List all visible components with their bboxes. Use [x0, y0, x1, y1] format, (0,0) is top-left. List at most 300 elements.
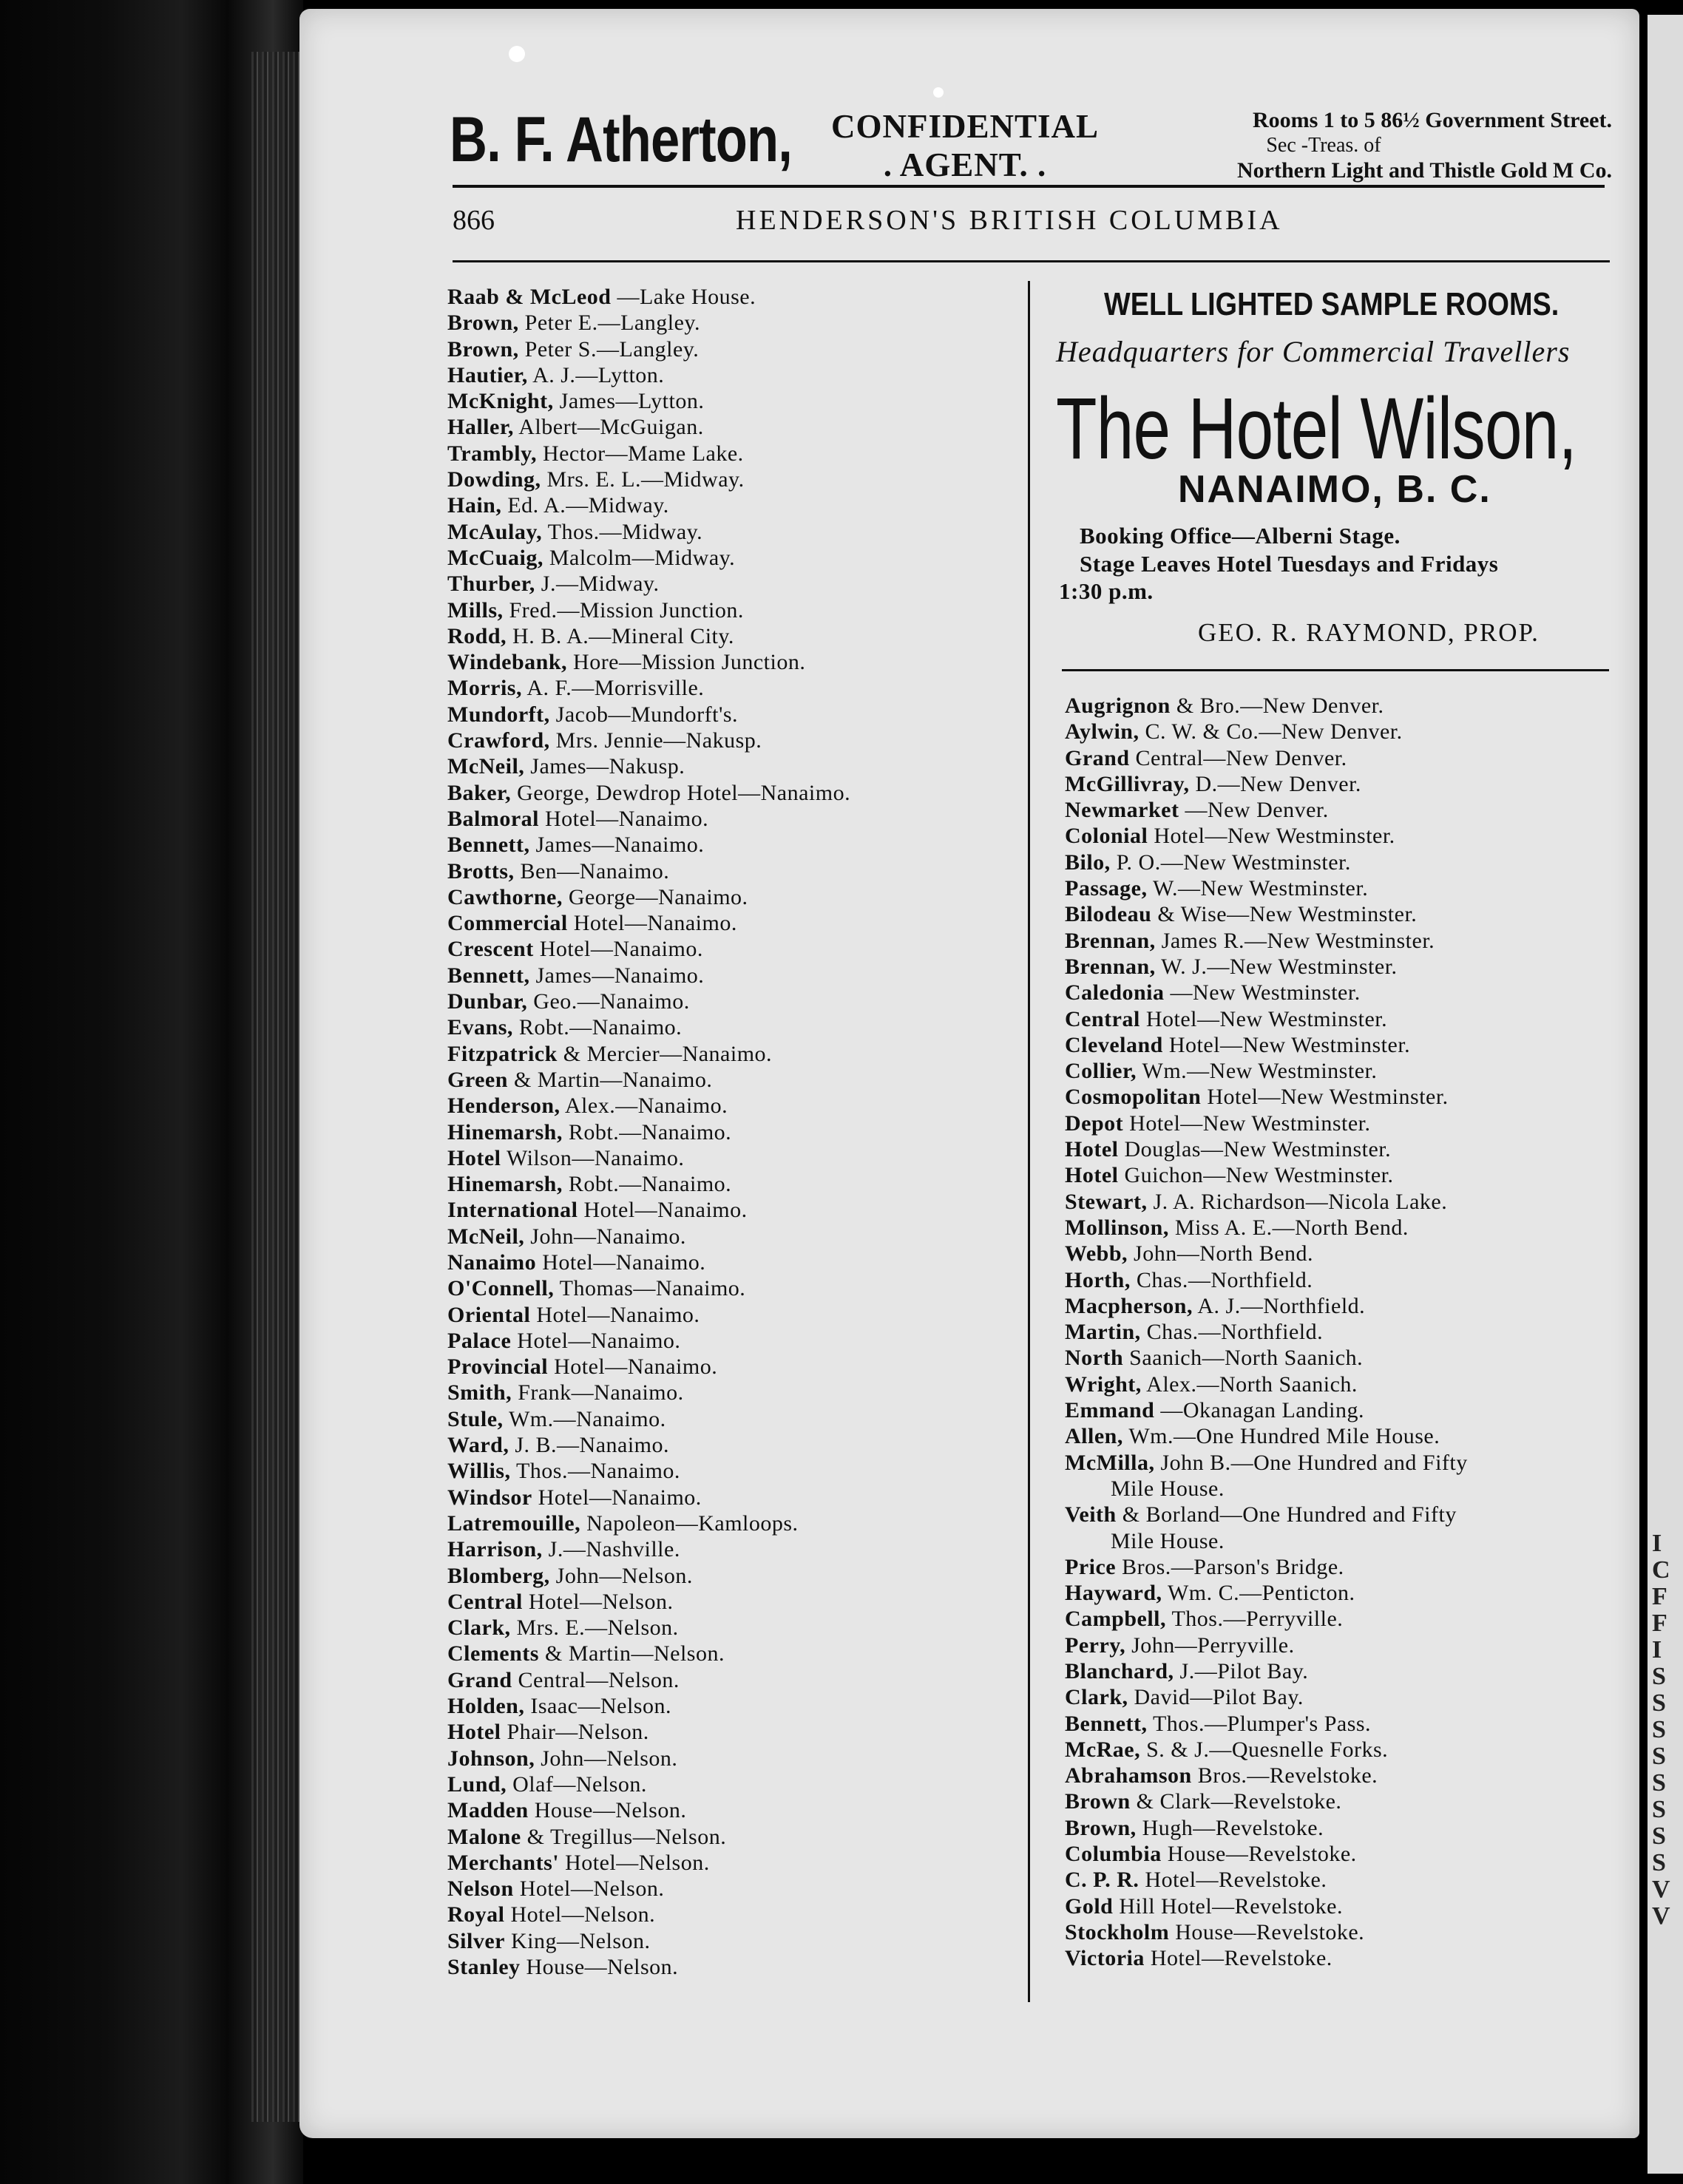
listing-place: Wm.—One Hundred Mile House. [1128, 1424, 1440, 1449]
listing-name: Willis, [447, 1459, 511, 1484]
listing-name: Raab & McLeod [447, 285, 612, 309]
listing-place: Hotel—Nelson. [565, 1850, 710, 1875]
listing-row [447, 1589, 850, 1615]
listing-name: Nanaimo [447, 1249, 537, 1275]
listing-place: Robt.—Nanaimo. [518, 1015, 683, 1040]
listing-row [447, 1954, 850, 1980]
listing-row [1065, 1919, 1468, 1945]
listing-row [447, 1119, 850, 1145]
listing-row [447, 1824, 850, 1850]
next-page-letters: I C F F I S S S S S S S S V V [1652, 1530, 1670, 1930]
listing-place: James—Nanaimo. [535, 963, 705, 988]
listing-place: W. J.—New Westminster. [1161, 954, 1398, 979]
listing-place: Hill Hotel—Revelstoke. [1119, 1893, 1343, 1919]
listing-row [447, 545, 850, 571]
listing-row [447, 963, 850, 988]
listing-row [447, 362, 850, 388]
listing-row [447, 1328, 850, 1354]
listing-place: —New Westminster. [1170, 980, 1361, 1005]
listing-row [1065, 771, 1468, 797]
listing-name: Cleveland [1065, 1032, 1163, 1057]
listing-place: John—North Bend. [1134, 1241, 1314, 1266]
listing-name: McAulay, [447, 519, 543, 544]
listing-place: Hotel—Nanaimo. [538, 1485, 702, 1510]
listing-row [447, 936, 850, 962]
listing-row [1065, 797, 1468, 823]
listing-place: John B.—One Hundred and Fifty [1160, 1450, 1468, 1475]
listing-name: Haller, [447, 415, 514, 440]
listing-place: Hotel—Nelson. [528, 1589, 674, 1614]
listing-name: Hautier, [447, 362, 528, 387]
listing-place: Hotel—Nanaimo. [539, 937, 703, 962]
listing-name: Fitzpatrick [447, 1041, 558, 1066]
listing-row [1065, 1788, 1468, 1814]
listing-name: Johnson, [447, 1746, 535, 1771]
listing-row [447, 467, 850, 492]
listing-row [1065, 1841, 1468, 1867]
listing-name: Clements [447, 1641, 539, 1666]
listing-row [1065, 875, 1468, 901]
listing-row [447, 1354, 850, 1380]
listing-place: & Wise—New Westminster. [1157, 902, 1418, 927]
listing-name: Webb, [1065, 1241, 1128, 1266]
listing-place: & Borland—One Hundred and Fifty [1122, 1502, 1457, 1527]
listing-row [447, 753, 850, 779]
listing-name: Bilo, [1065, 849, 1111, 875]
listing-row [1065, 1136, 1468, 1162]
listing-row [447, 1485, 850, 1510]
listing-row [447, 806, 850, 832]
listing-place: H. B. A.—Mineral City. [512, 623, 734, 648]
listing-row [447, 1224, 850, 1249]
listing-name: Balmoral [447, 806, 539, 831]
listing-place: Central—Nelson. [518, 1667, 680, 1692]
listing-place: Thos.—Perryville. [1171, 1607, 1344, 1632]
listing-place: James—Nakusp. [530, 754, 685, 779]
listing-name: Windebank, [447, 650, 568, 675]
listing-row [1065, 745, 1468, 771]
listing-place: Hore—Mission Junction. [573, 650, 806, 675]
listing-row [1065, 1945, 1468, 1971]
listing-place: Hotel—New Westminster. [1129, 1110, 1371, 1136]
listing-place: Robt.—Nanaimo. [568, 1172, 732, 1197]
ad-well-lighted: WELL LIGHTED SAMPLE ROOMS. [1104, 286, 1560, 322]
listing-row [447, 1041, 850, 1067]
listing-place: & Martin—Nanaimo. [513, 1067, 713, 1092]
listing-name: Stewart, [1065, 1189, 1148, 1214]
listing-name: Abrahamson [1065, 1763, 1192, 1788]
listing-place: John—Nelson. [541, 1746, 678, 1771]
listing-row [1065, 1084, 1468, 1110]
listing-row [447, 1536, 850, 1562]
listing-name: Hinemarsh, [447, 1119, 563, 1144]
listing-name: Ward, [447, 1433, 509, 1458]
listing-row [1065, 928, 1468, 954]
listing-place: & Martin—Nelson. [544, 1641, 725, 1666]
listing-row [1065, 1711, 1468, 1737]
listing-name: Merchants' [447, 1850, 560, 1875]
listing-name: Augrignon [1065, 693, 1171, 718]
listing-place: & Bro.—New Denver. [1176, 693, 1384, 718]
listing-place: Wm.—New Westminster. [1142, 1059, 1378, 1084]
listing-name: Hotel [447, 1145, 501, 1170]
listing-place: Bros.—Revelstoke. [1197, 1763, 1378, 1788]
listing-name: Nelson [447, 1876, 514, 1902]
ad-hotel-name: The Hotel Wilson, [1056, 380, 1577, 478]
listing-row [447, 414, 850, 440]
listing-row [447, 1458, 850, 1484]
listing-place: J. A. Richardson—Nicola Lake. [1153, 1189, 1448, 1214]
listing-row [1065, 980, 1468, 1005]
listing-name: McMilla, [1065, 1450, 1155, 1475]
listing-place: House—Nelson. [526, 1955, 679, 1979]
listing-name: Cosmopolitan [1065, 1085, 1202, 1110]
listing-place: Hotel—Nanaimo. [542, 1249, 706, 1275]
listing-place: Ben—Nanaimo. [520, 858, 670, 884]
listing-row [1065, 1241, 1468, 1266]
listing-row [447, 1746, 850, 1771]
listing-row [447, 675, 850, 701]
listing-name: Evans, [447, 1015, 513, 1040]
listing-name: Hinemarsh, [447, 1172, 563, 1197]
listing-place: Hotel—Nanaimo. [536, 1302, 700, 1327]
listing-row [1065, 1397, 1468, 1423]
listing-row [447, 858, 850, 884]
listing-row [447, 1302, 850, 1328]
listing-place: Napoleon—Kamloops. [586, 1510, 799, 1536]
listing-row [1065, 1476, 1468, 1502]
listing-place: Geo.—Nanaimo. [533, 989, 690, 1014]
listing-name: Gold [1065, 1893, 1114, 1919]
confidential-agent [817, 107, 1113, 184]
listing-place: —New Denver. [1185, 798, 1329, 823]
listing-place: Mrs. Jennie—Nakusp. [555, 728, 762, 753]
listing-row [1065, 1215, 1468, 1241]
listing-name: Stanley [447, 1955, 521, 1979]
listing-place: Chas.—Northfield. [1146, 1320, 1324, 1345]
listing-place: Hotel—New Westminster. [1168, 1032, 1411, 1057]
listing-row [1065, 1032, 1468, 1058]
listing-row [1065, 901, 1468, 927]
listing-row [447, 1171, 850, 1197]
listing-name: Central [1065, 1006, 1140, 1031]
company-line: Northern Light and Thistle Gold M Co. [1237, 158, 1612, 183]
listing-place: Hotel—New Westminster. [1207, 1085, 1449, 1110]
listing-row [447, 1615, 850, 1641]
listing-row [1065, 1006, 1468, 1032]
listing-place: Hotel—Nanaimo. [545, 806, 709, 831]
listing-row [447, 441, 850, 467]
listing-name: Mills, [447, 597, 504, 623]
listing-name: Brown [1065, 1789, 1131, 1814]
listing-name: Malone [447, 1824, 521, 1849]
listing-name: Blanchard, [1065, 1658, 1174, 1683]
listing-place: House—Revelstoke. [1167, 1842, 1357, 1867]
listing-row [1065, 1528, 1468, 1554]
listing-name: Henderson, [447, 1093, 561, 1119]
listing-row [1065, 1189, 1468, 1215]
listing-place: Hotel—New Westminster. [1145, 1006, 1388, 1031]
listing-place: —Lake House. [617, 285, 756, 309]
listing-place: J.—Nashville. [548, 1537, 680, 1562]
listing-name: Stockholm [1065, 1919, 1170, 1944]
listing-row [1065, 1371, 1468, 1397]
listing-place: Douglas—New Westminster. [1124, 1137, 1392, 1162]
listing-place: Hotel—Revelstoke. [1145, 1868, 1327, 1893]
listing-place: Albert—McGuigan. [518, 415, 704, 440]
listing-place: Hotel—New Westminster. [1154, 824, 1395, 849]
listing-place: Hotel—Nanaimo. [573, 911, 737, 936]
listing-name: Commercial [447, 911, 568, 936]
listing-place: Hector—Mame Lake. [542, 441, 744, 466]
listing-place: Frank—Nanaimo. [518, 1380, 684, 1405]
listing-name: Horth, [1065, 1267, 1131, 1292]
listing-place: Wm.—Nanaimo. [508, 1406, 666, 1431]
listing-place: W.—New Westminster. [1152, 876, 1369, 901]
listing-row [447, 1876, 850, 1902]
listing-name: Brown, [1065, 1815, 1137, 1840]
title-rule [453, 260, 1610, 262]
listing-row [447, 1380, 850, 1405]
listing-place: King—Nelson. [511, 1928, 651, 1953]
listing-place: Alex.—North Saanich. [1146, 1371, 1358, 1397]
listing-row [447, 492, 850, 518]
listing-name: Allen, [1065, 1424, 1123, 1449]
listing-name: Wright, [1065, 1371, 1142, 1397]
listing-place: Mile House. [1111, 1476, 1225, 1501]
listing-row [1065, 1162, 1468, 1188]
listing-name: Clark, [447, 1615, 511, 1641]
listing-row [447, 336, 850, 362]
listing-name: Bennett, [447, 963, 530, 988]
listing-row [1065, 1684, 1468, 1710]
listing-name: McGillivray, [1065, 771, 1190, 796]
atherton-address [1124, 108, 1612, 183]
listing-row [1065, 1632, 1468, 1658]
listing-name: Grand [1065, 745, 1130, 770]
listing-row [1065, 693, 1468, 719]
listing-row [1065, 1763, 1468, 1788]
listing-name: Palace [447, 1328, 512, 1353]
listing-name: Windsor [447, 1485, 532, 1510]
listing-place: Olaf—Nelson. [512, 1771, 647, 1797]
listing-name: Collier, [1065, 1059, 1137, 1084]
listing-name: Perry, [1065, 1632, 1126, 1658]
listing-name: Bennett, [447, 832, 530, 858]
listing-name: Thurber, [447, 572, 535, 597]
listing-place: Mile House. [1111, 1528, 1225, 1553]
listing-name: Crescent [447, 937, 534, 962]
listing-place: Central—New Denver. [1135, 745, 1347, 770]
listing-name: McNeil, [447, 754, 525, 779]
listing-name: Stule, [447, 1406, 504, 1431]
listing-row [447, 284, 850, 310]
listing-place: & Tregillus—Nelson. [526, 1824, 727, 1849]
header-rule [453, 185, 1605, 188]
listing-name: Caledonia [1065, 980, 1165, 1005]
listing-row [1065, 1606, 1468, 1632]
listing-row [1065, 1345, 1468, 1371]
listing-row [1065, 1450, 1468, 1476]
listing-row [1065, 1737, 1468, 1763]
listing-row [1065, 1267, 1468, 1293]
listing-name: Newmarket [1065, 798, 1179, 823]
listing-place: Hotel—Nanaimo. [583, 1198, 748, 1223]
listing-place: Isaac—Nelson. [530, 1694, 671, 1719]
listing-row [447, 310, 850, 336]
listing-name: Mundorft, [447, 702, 550, 727]
listing-name: Campbell, [1065, 1607, 1167, 1632]
listing-place: —Okanagan Landing. [1160, 1398, 1364, 1423]
rooms-line: Rooms 1 to 5 86½ Government Street. [1252, 108, 1612, 132]
listing-name: Victoria [1065, 1946, 1145, 1971]
listing-place: P. O.—New Westminster. [1116, 849, 1351, 875]
listing-row [1065, 1815, 1468, 1841]
listing-name: North [1065, 1346, 1124, 1371]
listing-place: & Mercier—Nanaimo. [563, 1041, 773, 1066]
listing-place: John—Perryville. [1131, 1632, 1295, 1658]
listing-name: Morris, [447, 676, 522, 701]
paper-speck [509, 46, 525, 62]
column-divider [1028, 281, 1030, 2002]
listing-name: C. P. R. [1065, 1868, 1140, 1893]
listing-place: & Clark—Revelstoke. [1136, 1789, 1342, 1814]
listing-name: McCuaig, [447, 545, 543, 570]
listing-row [447, 832, 850, 858]
listing-place: A. J.—Lytton. [532, 362, 665, 387]
listing-name: Aylwin, [1065, 719, 1140, 745]
listing-place: James—Nanaimo. [535, 832, 705, 858]
listing-name: Central [447, 1589, 523, 1614]
listing-place: Mrs. E.—Nelson. [516, 1615, 679, 1641]
listing-name: McRae, [1065, 1737, 1141, 1762]
listing-name: Silver [447, 1928, 505, 1953]
listing-place: Hugh—Revelstoke. [1142, 1815, 1324, 1840]
ad-stage: Stage Leaves Hotel Tuesdays and Fridays [1080, 551, 1499, 577]
listing-name: Hotel [447, 1720, 501, 1745]
page-number: 866 [453, 205, 495, 236]
listing-row [447, 1850, 850, 1876]
paper-speck [933, 87, 944, 98]
listing-name: Macpherson, [1065, 1293, 1193, 1318]
listing-row [447, 1797, 850, 1823]
listing-row [1065, 1580, 1468, 1606]
listing-place: John—Nelson. [555, 1563, 693, 1588]
listing-place: Fred.—Mission Junction. [509, 597, 744, 623]
listing-row [447, 1928, 850, 1954]
listing-name: Price [1065, 1554, 1117, 1579]
listing-place: Peter E.—Langley. [524, 311, 700, 336]
listing-place: A. J.—Northfield. [1197, 1293, 1366, 1318]
ad-booking: Booking Office—Alberni Stage. [1080, 523, 1401, 549]
listing-name: Hotel [1065, 1137, 1119, 1162]
listing-place: Thos.—Midway. [547, 519, 703, 544]
listing-row [447, 1432, 850, 1458]
listing-name: Veith [1065, 1502, 1117, 1527]
listing-row [447, 1641, 850, 1666]
listing-place: Hotel—Nelson. [519, 1876, 665, 1902]
listing-name: Columbia [1065, 1842, 1162, 1867]
listing-row [447, 1093, 850, 1119]
listing-name: Brown, [447, 311, 519, 336]
listing-row [447, 1902, 850, 1927]
listing-place: Ed. A.—Midway. [507, 493, 669, 518]
listing-place: Alex.—Nanaimo. [564, 1093, 728, 1119]
listing-place: Wm. C.—Penticton. [1167, 1581, 1355, 1606]
listing-row [447, 1249, 850, 1275]
listing-name: Depot [1065, 1110, 1124, 1136]
listing-place: Miss A. E.—North Bend. [1174, 1215, 1409, 1240]
ad-time: 1:30 p.m. [1059, 578, 1154, 604]
sec-treas-line: Sec -Treas. of [1266, 134, 1381, 157]
listing-place: Malcolm—Midway. [549, 545, 736, 570]
listing-name: Rodd, [447, 623, 507, 648]
listing-place: C. W. & Co.—New Denver. [1145, 719, 1403, 745]
agent-label: . AGENT. . [883, 146, 1047, 183]
listing-row [447, 519, 850, 545]
ad-rule [1062, 669, 1609, 671]
listing-row [1065, 954, 1468, 980]
listing-row [447, 1693, 850, 1719]
listing-name: Hain, [447, 493, 502, 518]
listing-name: Bilodeau [1065, 902, 1152, 927]
listing-place: Hotel—Nanaimo. [554, 1354, 718, 1380]
listing-row [447, 1406, 850, 1432]
listing-name: Hayward, [1065, 1581, 1162, 1606]
listing-row [1065, 1502, 1468, 1527]
ad-headquarters: Headquarters for Commercial Travellers [1056, 335, 1571, 368]
listing-place: Hotel—Nelson. [510, 1902, 656, 1927]
listing-name: Smith, [447, 1380, 512, 1405]
listing-row [447, 1014, 850, 1040]
listing-place: Bros.—Parson's Bridge. [1122, 1554, 1344, 1579]
listing-name: Bennett, [1065, 1711, 1148, 1736]
listing-name: Clark, [1065, 1685, 1128, 1710]
listing-place: David—Pilot Bay. [1134, 1685, 1304, 1710]
listing-name: Oriental [447, 1302, 531, 1327]
listing-name: International [447, 1198, 578, 1223]
listing-row [447, 1771, 850, 1797]
listing-name: Harrison, [447, 1537, 543, 1562]
listing-row [447, 780, 850, 806]
listing-row [447, 649, 850, 675]
listing-place: Mrs. E. L.—Midway. [546, 467, 745, 492]
listing-row [1065, 1658, 1468, 1684]
listing-place: J.—Pilot Bay. [1179, 1658, 1309, 1683]
listing-row [1065, 1423, 1468, 1449]
listing-name: McNeil, [447, 1224, 525, 1249]
listing-row [1065, 1293, 1468, 1319]
listing-place: S. & J.—Quesnelle Forks. [1146, 1737, 1389, 1762]
listing-name: Trambly, [447, 441, 537, 466]
listing-place: Thos.—Nanaimo. [515, 1459, 680, 1484]
listing-row [447, 702, 850, 728]
listing-name: Colonial [1065, 824, 1148, 849]
next-page-edge [1648, 15, 1683, 2174]
listing-place: J.—Midway. [541, 572, 660, 597]
confidential-label: CONFIDENTIAL [830, 108, 1100, 145]
ad-proprietor: GEO. R. RAYMOND, PROP. [1198, 618, 1540, 647]
listing-place: George, Dewdrop Hotel—Nanaimo. [517, 780, 851, 805]
listing-place: Hotel—Revelstoke. [1150, 1946, 1332, 1971]
listing-row [447, 1510, 850, 1536]
listing-row [447, 1667, 850, 1693]
left-column-listings [447, 284, 850, 1980]
listing-name: Dunbar, [447, 989, 528, 1014]
listing-row [447, 597, 850, 623]
listing-name: Brennan, [1065, 928, 1156, 953]
listing-row [447, 988, 850, 1014]
